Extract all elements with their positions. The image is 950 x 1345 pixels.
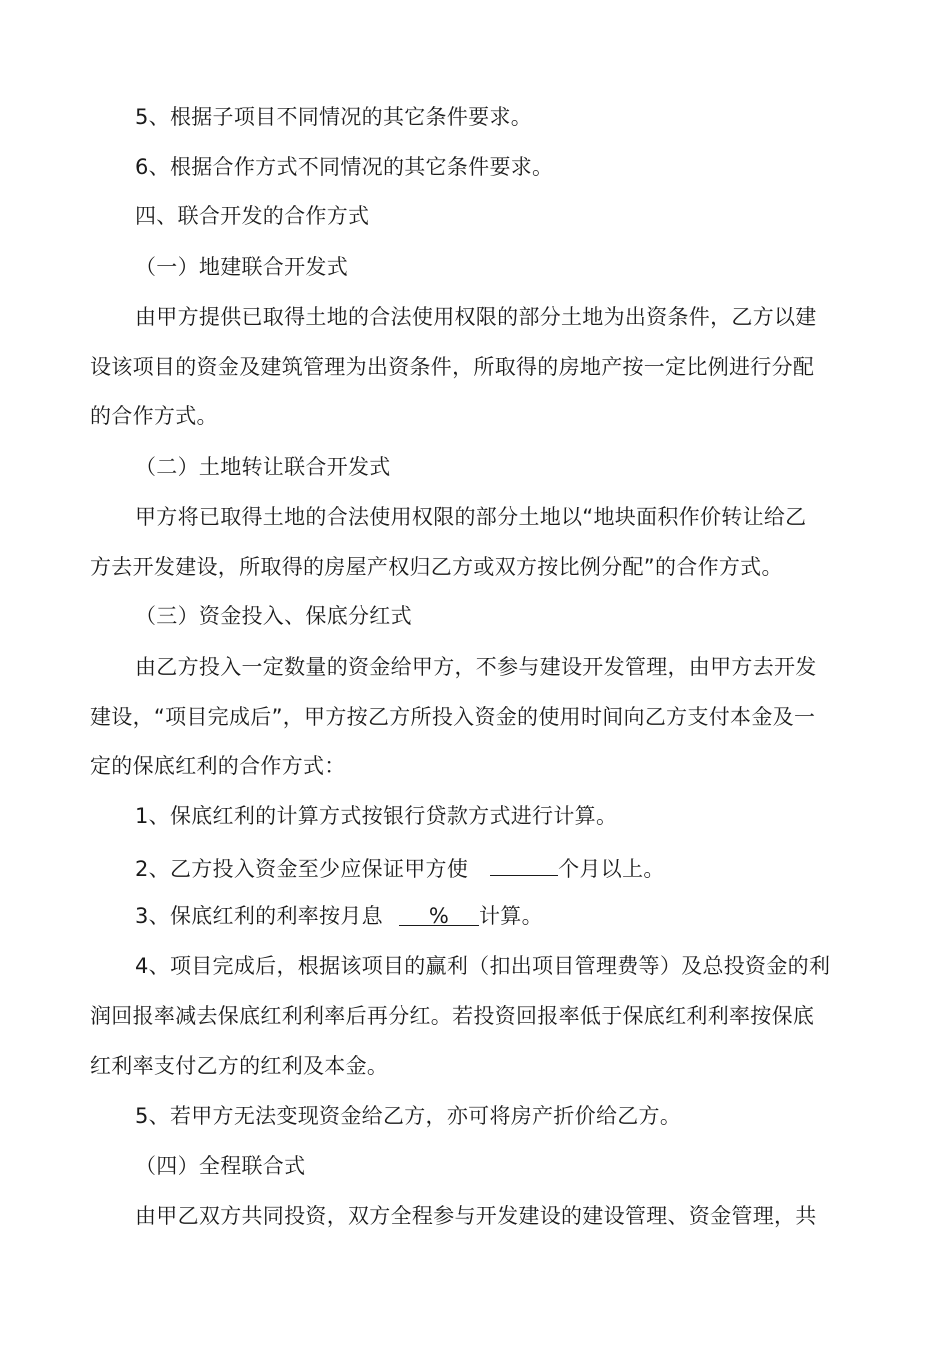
- paragraph-line: 由乙方投入一定数量的资金给甲方，不参与建设开发管理，由甲方去开发: [135, 655, 817, 679]
- fill-in-blank: [399, 903, 479, 926]
- paragraph-line: 润回报率减去保底红利利率后再分红。若投资回报率低于保底红利利率按保底: [90, 1004, 815, 1028]
- list-item-text: 3、保底红利的利率按月息: [135, 904, 383, 928]
- paragraph-line: 红利率支付乙方的红利及本金。: [90, 1054, 389, 1078]
- list-item: 4、项目完成后，根据该项目的赢利（扣出项目管理费等）及总投资金的利: [135, 954, 831, 978]
- subsection-heading: （一）地建联合开发式: [135, 255, 348, 279]
- fill-in-blank: [490, 853, 558, 876]
- subsection-heading: （二）土地转让联合开发式: [135, 455, 391, 479]
- percent-sign: %: [428, 904, 450, 928]
- list-item-text: 计算。: [478, 904, 543, 928]
- list-item: 5、根据子项目不同情况的其它条件要求。: [135, 105, 533, 129]
- paragraph-line: 设该项目的资金及建筑管理为出资条件，所取得的房地产按一定比例进行分配: [90, 355, 815, 379]
- paragraph-line: 由甲方提供已取得土地的合法使用权限的部分土地为出资条件，乙方以建: [135, 305, 817, 329]
- paragraph-line: 定的保底红利的合作方式：: [90, 754, 346, 778]
- paragraph-line: 的合作方式。: [90, 404, 218, 428]
- list-item: 6、根据合作方式不同情况的其它条件要求。: [135, 155, 554, 179]
- paragraph-line: 方去开发建设，所取得的房屋产权归乙方或双方按比例分配”的合作方式。: [90, 555, 783, 579]
- list-item-text: 2、乙方投入资金至少应保证甲方使: [135, 857, 469, 881]
- list-item: [135, 853, 665, 882]
- list-item: [135, 903, 543, 929]
- section-heading: 四、联合开发的合作方式: [135, 204, 370, 228]
- list-item-text: 个月以上。: [558, 857, 665, 881]
- paragraph-line: 由甲乙双方共同投资，双方全程参与开发建设的建设管理、资金管理，共: [135, 1204, 817, 1228]
- subsection-heading: （三）资金投入、保底分红式: [135, 604, 412, 628]
- paragraph-line: 甲方将已取得土地的合法使用权限的部分土地以“地块面积作价转让给乙: [135, 505, 807, 529]
- paragraph-line: 建设，“项目完成后”，甲方按乙方所投入资金的使用时间向乙方支付本金及一: [90, 705, 816, 729]
- list-item: 5、若甲方无法变现资金给乙方，亦可将房产折价给乙方。: [135, 1104, 682, 1128]
- subsection-heading: （四）全程联合式: [135, 1154, 306, 1178]
- list-item: 1、保底红利的计算方式按银行贷款方式进行计算。: [135, 804, 618, 828]
